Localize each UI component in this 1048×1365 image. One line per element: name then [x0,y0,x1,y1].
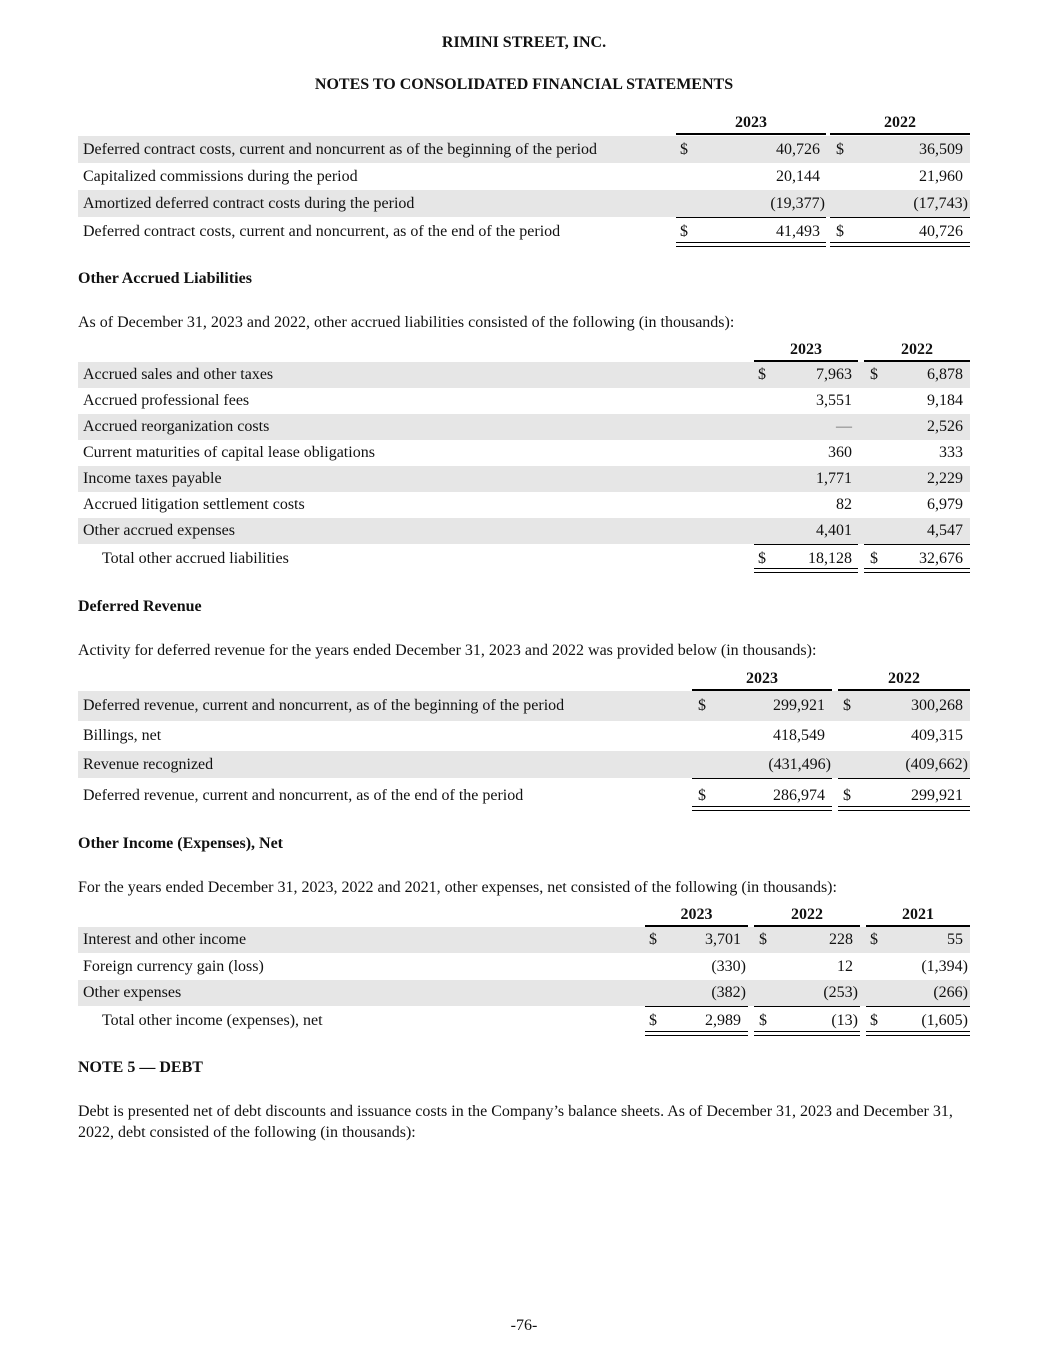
table-row [78,1007,970,1034]
amount-cell: (431,496) [768,756,831,773]
table-row [78,779,970,807]
year-header: 2022 [884,114,916,131]
year-header: 2023 [746,670,778,687]
year-header: 2022 [888,670,920,687]
amount-cell: 333 [939,444,963,461]
amount-cell: 82 [836,496,852,513]
amount-cell: 2,229 [927,470,963,487]
amount-cell: (1,605) [921,1012,968,1029]
amount-cell: 299,921 [911,787,963,804]
row-label: Deferred contract costs, current and noncurrent as of the beginning of the period [83,141,598,158]
amount-cell: 3,551 [816,392,852,409]
section-heading: Deferred Revenue [78,598,202,615]
amount-cell: 40,726 [776,141,820,158]
table-row [78,190,970,217]
currency-symbol: $ [759,1012,767,1029]
currency-symbol: $ [698,697,706,714]
currency-symbol: $ [649,931,657,948]
amount-cell: 2,526 [927,418,963,435]
table-row [78,927,970,953]
amount-cell: 409,315 [911,727,963,744]
table-row [78,953,970,980]
row-label: Income taxes payable [83,470,222,487]
currency-symbol: $ [870,1012,878,1029]
table-row [78,518,970,544]
table-row [78,388,970,414]
section-heading: NOTE 5 — DEBT [78,1059,203,1076]
row-label: Other accrued expenses [83,522,235,539]
row-label: Accrued sales and other taxes [83,366,274,383]
amount-cell: 55 [947,931,963,948]
amount-cell: (17,743) [913,195,968,212]
amount-cell: (19,377) [770,195,825,212]
table-row [78,163,970,190]
table-row [78,414,970,440]
table-row [78,466,970,492]
currency-symbol: $ [836,141,844,158]
amount-cell: 2,989 [705,1012,741,1029]
amount-cell: (253) [823,984,858,1001]
company-name: RIMINI STREET, INC. [441,34,607,51]
amount-cell: 20,144 [776,168,820,185]
table-row [78,136,970,163]
year-header: 2023 [790,341,822,358]
section-heading: Other Accrued Liabilities [78,270,252,287]
currency-symbol: $ [759,931,767,948]
page-number: -76- [510,1317,538,1334]
amount-cell: 6,979 [927,496,963,513]
amount-cell: 36,509 [919,141,963,158]
row-label: Capitalized commissions during the period [83,168,358,185]
row-label: Total other income (expenses), net [102,1012,323,1029]
currency-symbol: $ [698,787,706,804]
table-row [78,691,970,721]
section-intro: For the years ended December 31, 2023, 2022 and 2021, other expenses, net consisted of the following (in thousands): [78,879,837,896]
amount-cell: 299,921 [773,697,825,714]
row-label: Accrued litigation settlement costs [83,496,305,513]
section-intro: Activity for deferred revenue for the years ended December 31, 2023 and 2022 was provided below (in thousands): [78,642,817,659]
currency-symbol: $ [836,223,844,240]
amount-cell: (330) [711,958,746,975]
amount-cell: 360 [828,444,852,461]
year-header: 2021 [902,906,934,923]
table-row [78,218,970,245]
table-row [78,721,970,751]
row-label: Current maturities of capital lease obligations [83,444,375,461]
table-row [78,751,970,778]
row-label: Revenue recognized [83,756,214,773]
year-header: 2023 [735,114,767,131]
currency-symbol: $ [870,366,878,383]
currency-symbol: $ [680,223,688,240]
row-label: Billings, net [83,727,162,744]
amount-cell: (266) [933,984,968,1001]
row-label: Interest and other income [83,931,247,948]
row-label: Deferred contract costs, current and noncurrent, as of the end of the period [83,223,561,240]
currency-symbol: $ [758,550,766,567]
table-row [78,980,970,1006]
year-header: 2023 [680,906,713,923]
amount-cell: (13) [831,1012,858,1029]
currency-symbol: $ [870,550,878,567]
currency-symbol: $ [870,931,878,948]
amount-cell: 286,974 [773,787,825,804]
amount-cell: 9,184 [927,392,963,409]
amount-cell: 228 [829,931,853,948]
row-label: Total other accrued liabilities [102,550,289,567]
currency-symbol: $ [649,1012,657,1029]
amount-cell: 7,963 [816,366,852,383]
row-label: Other expenses [83,984,182,1001]
page-subtitle: NOTES TO CONSOLIDATED FINANCIAL STATEMENTS [314,76,734,93]
section-heading: Other Income (Expenses), Net [78,835,284,852]
amount-cell: 32,676 [919,550,963,567]
table-row [78,362,970,388]
row-label: Deferred revenue, current and noncurrent, as of the beginning of the period [83,697,565,714]
row-label: Amortized deferred contract costs during the period [83,195,415,212]
amount-cell: 40,726 [919,223,963,240]
amount-cell: (409,662) [905,756,968,773]
table-row [78,440,970,466]
amount-cell: 18,128 [808,550,852,567]
amount-cell: 3,701 [705,931,741,948]
row-label: Accrued professional fees [83,392,250,409]
amount-cell: 21,960 [919,168,963,185]
amount-cell: 6,878 [927,366,963,383]
amount-cell: (382) [711,984,746,1001]
year-header: 2022 [791,906,823,923]
currency-symbol: $ [843,787,851,804]
row-label: Deferred revenue, current and noncurrent, as of the end of the period [83,787,524,804]
row-label: Foreign currency gain (loss) [83,958,264,975]
section-intro: As of December 31, 2023 and 2022, other accrued liabilities consisted of the following (in thousands): [78,314,735,331]
amount-cell: 300,268 [911,697,963,714]
amount-cell: 418,549 [773,727,825,744]
currency-symbol: $ [680,141,688,158]
section-intro: Debt is presented net of debt discounts and issuance costs in the Company’s balance sheets. As of December 31, 2023 and December 31, 2022, debt consisted of the following (in thousands): [78,1103,953,1141]
amount-cell: 41,493 [776,223,820,240]
amount-cell: 4,401 [816,522,852,539]
year-header: 2022 [901,341,933,358]
amount-cell: 12 [837,958,853,975]
amount-cell: (1,394) [921,958,968,975]
table-row [78,492,970,518]
amount-cell: — [836,418,852,435]
amount-cell: 4,547 [927,522,963,539]
currency-symbol: $ [758,366,766,383]
currency-symbol: $ [843,697,851,714]
row-label: Accrued reorganization costs [83,418,270,435]
amount-cell: 1,771 [816,470,852,487]
